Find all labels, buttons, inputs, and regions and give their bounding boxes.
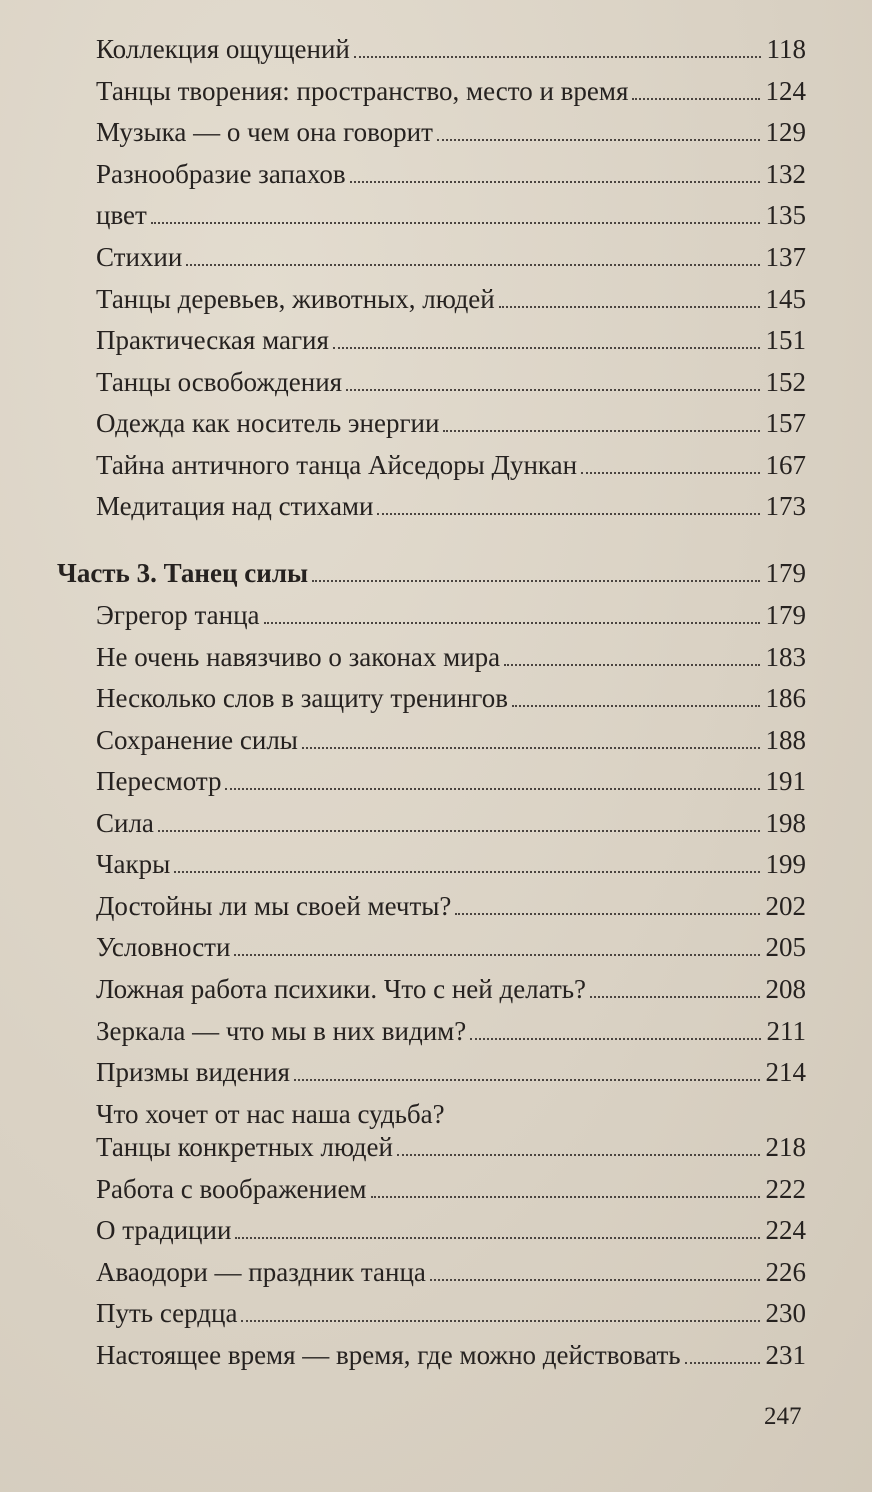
dot-leader — [377, 513, 759, 515]
toc-entry — [96, 283, 806, 315]
toc-entry-title: Медитация над стихами — [96, 491, 374, 521]
toc-entry-title: Музыка — о чем она говорит — [96, 117, 433, 147]
toc-entry-page: 151 — [765, 325, 806, 355]
toc-entry-title: Несколько слов в защиту тренингов — [96, 683, 508, 713]
dot-leader — [499, 306, 760, 308]
toc-entry-title: Эгрегор танца — [96, 600, 260, 630]
toc-entry — [96, 1297, 806, 1329]
toc-entry-title: Танцы творения: пространство, место и время — [96, 76, 629, 106]
toc-entry-page: 188 — [765, 725, 806, 755]
dot-leader — [397, 1154, 760, 1156]
toc-entry — [96, 765, 806, 797]
toc-entry-page: 202 — [765, 891, 806, 921]
toc-entry-page: 205 — [765, 932, 806, 962]
toc-entry-page: 118 — [766, 34, 806, 64]
toc-entry — [96, 199, 806, 231]
dot-leader — [174, 871, 759, 873]
toc-entry-page: 183 — [765, 642, 806, 672]
toc-entry-page: 224 — [765, 1215, 806, 1245]
toc-entry-title: Ложная работа психики. Что с ней делать? — [96, 974, 587, 1004]
toc-entry-title: Не очень навязчиво о законах мира — [96, 642, 501, 672]
toc-entry — [96, 807, 806, 839]
dot-leader — [470, 1038, 760, 1040]
toc-entry — [96, 890, 806, 922]
toc-entry-title: Стихии — [96, 242, 183, 272]
dot-leader — [371, 1196, 760, 1198]
toc-entry-page: 135 — [765, 200, 806, 230]
toc-entry — [96, 1214, 806, 1246]
toc-entry-title: Настоящее время — время, где можно действовать — [96, 1340, 681, 1370]
dot-leader — [241, 1320, 759, 1322]
toc-entry — [96, 449, 806, 481]
toc-entry-line — [96, 1098, 806, 1130]
toc-entry — [96, 1131, 806, 1163]
toc-entry — [96, 407, 806, 439]
dot-leader — [581, 472, 759, 474]
dot-leader — [186, 264, 759, 266]
dot-leader — [312, 580, 759, 582]
toc-entry-title: Пересмотр — [96, 766, 222, 796]
toc-entry — [96, 324, 806, 356]
toc-entry-page: 124 — [765, 76, 806, 106]
dot-leader — [590, 996, 759, 998]
toc-entry-title: Практическая магия — [96, 325, 329, 355]
dot-leader — [294, 1079, 760, 1081]
toc-entry — [96, 973, 806, 1005]
toc-entry-page: 186 — [765, 683, 806, 713]
dot-leader — [234, 954, 759, 956]
dot-leader — [685, 1362, 760, 1364]
dot-leader — [512, 705, 760, 707]
toc-entry-page: 145 — [765, 284, 806, 314]
dot-leader — [302, 747, 760, 749]
dot-leader — [225, 788, 759, 790]
toc-entry-title: Сила — [96, 808, 154, 838]
dot-leader — [632, 98, 759, 100]
toc-entry-title: Танцы конкретных людей — [96, 1132, 393, 1162]
dot-leader — [235, 1237, 759, 1239]
page-number: 247 — [764, 1403, 802, 1430]
toc-entry-title: Танцы освобождения — [96, 367, 343, 397]
toc-entry — [96, 931, 806, 963]
dot-leader — [354, 56, 761, 58]
dot-leader — [437, 139, 760, 141]
toc-part-title: Часть 3. Танец силы — [57, 558, 309, 588]
toc-entry-title: Достойны ли мы своей мечты? — [96, 891, 452, 921]
toc-entry — [96, 116, 806, 148]
dot-leader — [430, 1279, 760, 1281]
toc-entry-page: 208 — [765, 974, 806, 1004]
toc-entry — [96, 1339, 806, 1371]
dot-leader — [151, 222, 760, 224]
toc-entry-page: 137 — [765, 242, 806, 272]
toc-entry — [96, 682, 806, 714]
toc-entry-title: Аваодори — праздник танца — [96, 1257, 426, 1287]
toc-entry-title: Условности — [96, 932, 231, 962]
dot-leader — [455, 913, 759, 915]
dot-leader — [504, 664, 759, 666]
toc-entry — [96, 724, 806, 756]
toc-entry-title: цвет — [96, 200, 147, 230]
toc-entry — [96, 158, 806, 190]
toc-entry-title: Разнообразие запахов — [96, 159, 346, 189]
dot-leader — [333, 347, 760, 349]
toc-entry-page: 230 — [765, 1298, 806, 1328]
toc-entry-title: Работа с воображением — [96, 1174, 367, 1204]
toc-entry — [96, 241, 806, 273]
toc-entry-page: 129 — [765, 117, 806, 147]
toc-entry-title: Танцы деревьев, животных, людей — [96, 284, 495, 314]
toc-entry — [96, 848, 806, 880]
toc-entry-title: Зеркала — что мы в них видим? — [96, 1016, 467, 1046]
toc-entry-title: Что хочет от нас наша судьба? — [96, 1099, 445, 1129]
toc-entry-page: 214 — [765, 1057, 806, 1087]
toc-entry-page: 179 — [765, 600, 806, 630]
toc-entry-title: Одежда как носитель энергии — [96, 408, 440, 438]
toc-entry-page: 173 — [765, 491, 806, 521]
toc-entry — [96, 490, 806, 522]
toc-entry — [96, 1256, 806, 1288]
toc-entry-page: 191 — [765, 766, 806, 796]
toc-entry — [96, 1173, 806, 1205]
toc-entry-page: 226 — [765, 1257, 806, 1287]
toc-entry-page: 167 — [765, 450, 806, 480]
toc-part-page: 179 — [765, 558, 806, 588]
toc-entry — [96, 599, 806, 631]
toc-entry-title: О традиции — [96, 1215, 232, 1245]
toc-entry-title: Сохранение силы — [96, 725, 298, 755]
toc-entry — [96, 33, 806, 65]
dot-leader — [158, 830, 760, 832]
toc-entry-title: Тайна античного танца Айседоры Дункан — [96, 450, 578, 480]
toc-entry — [96, 1056, 806, 1088]
toc-entry-page: 152 — [765, 367, 806, 397]
dot-leader — [350, 181, 760, 183]
toc-entry-page: 218 — [765, 1132, 806, 1162]
toc-entry-page: 198 — [765, 808, 806, 838]
toc-entry — [96, 1015, 806, 1047]
toc-entry-page: 211 — [766, 1016, 806, 1046]
dot-leader — [443, 430, 759, 432]
toc-entry — [96, 641, 806, 673]
toc-entry-title: Чакры — [96, 849, 171, 879]
toc-entry-title: Путь сердца — [96, 1298, 238, 1328]
toc-entry-page: 231 — [765, 1340, 806, 1370]
toc-part-heading — [57, 557, 806, 589]
dot-leader — [264, 622, 760, 624]
toc-entry-title: Коллекция ощущений — [96, 34, 350, 64]
toc-entry-page: 222 — [765, 1174, 806, 1204]
toc-entry — [96, 366, 806, 398]
toc-entry-page: 157 — [765, 408, 806, 438]
toc-entry-page: 132 — [765, 159, 806, 189]
dot-leader — [346, 389, 759, 391]
toc-entry — [96, 75, 806, 107]
toc-entry-title: Призмы видения — [96, 1057, 290, 1087]
toc-entry-page: 199 — [765, 849, 806, 879]
